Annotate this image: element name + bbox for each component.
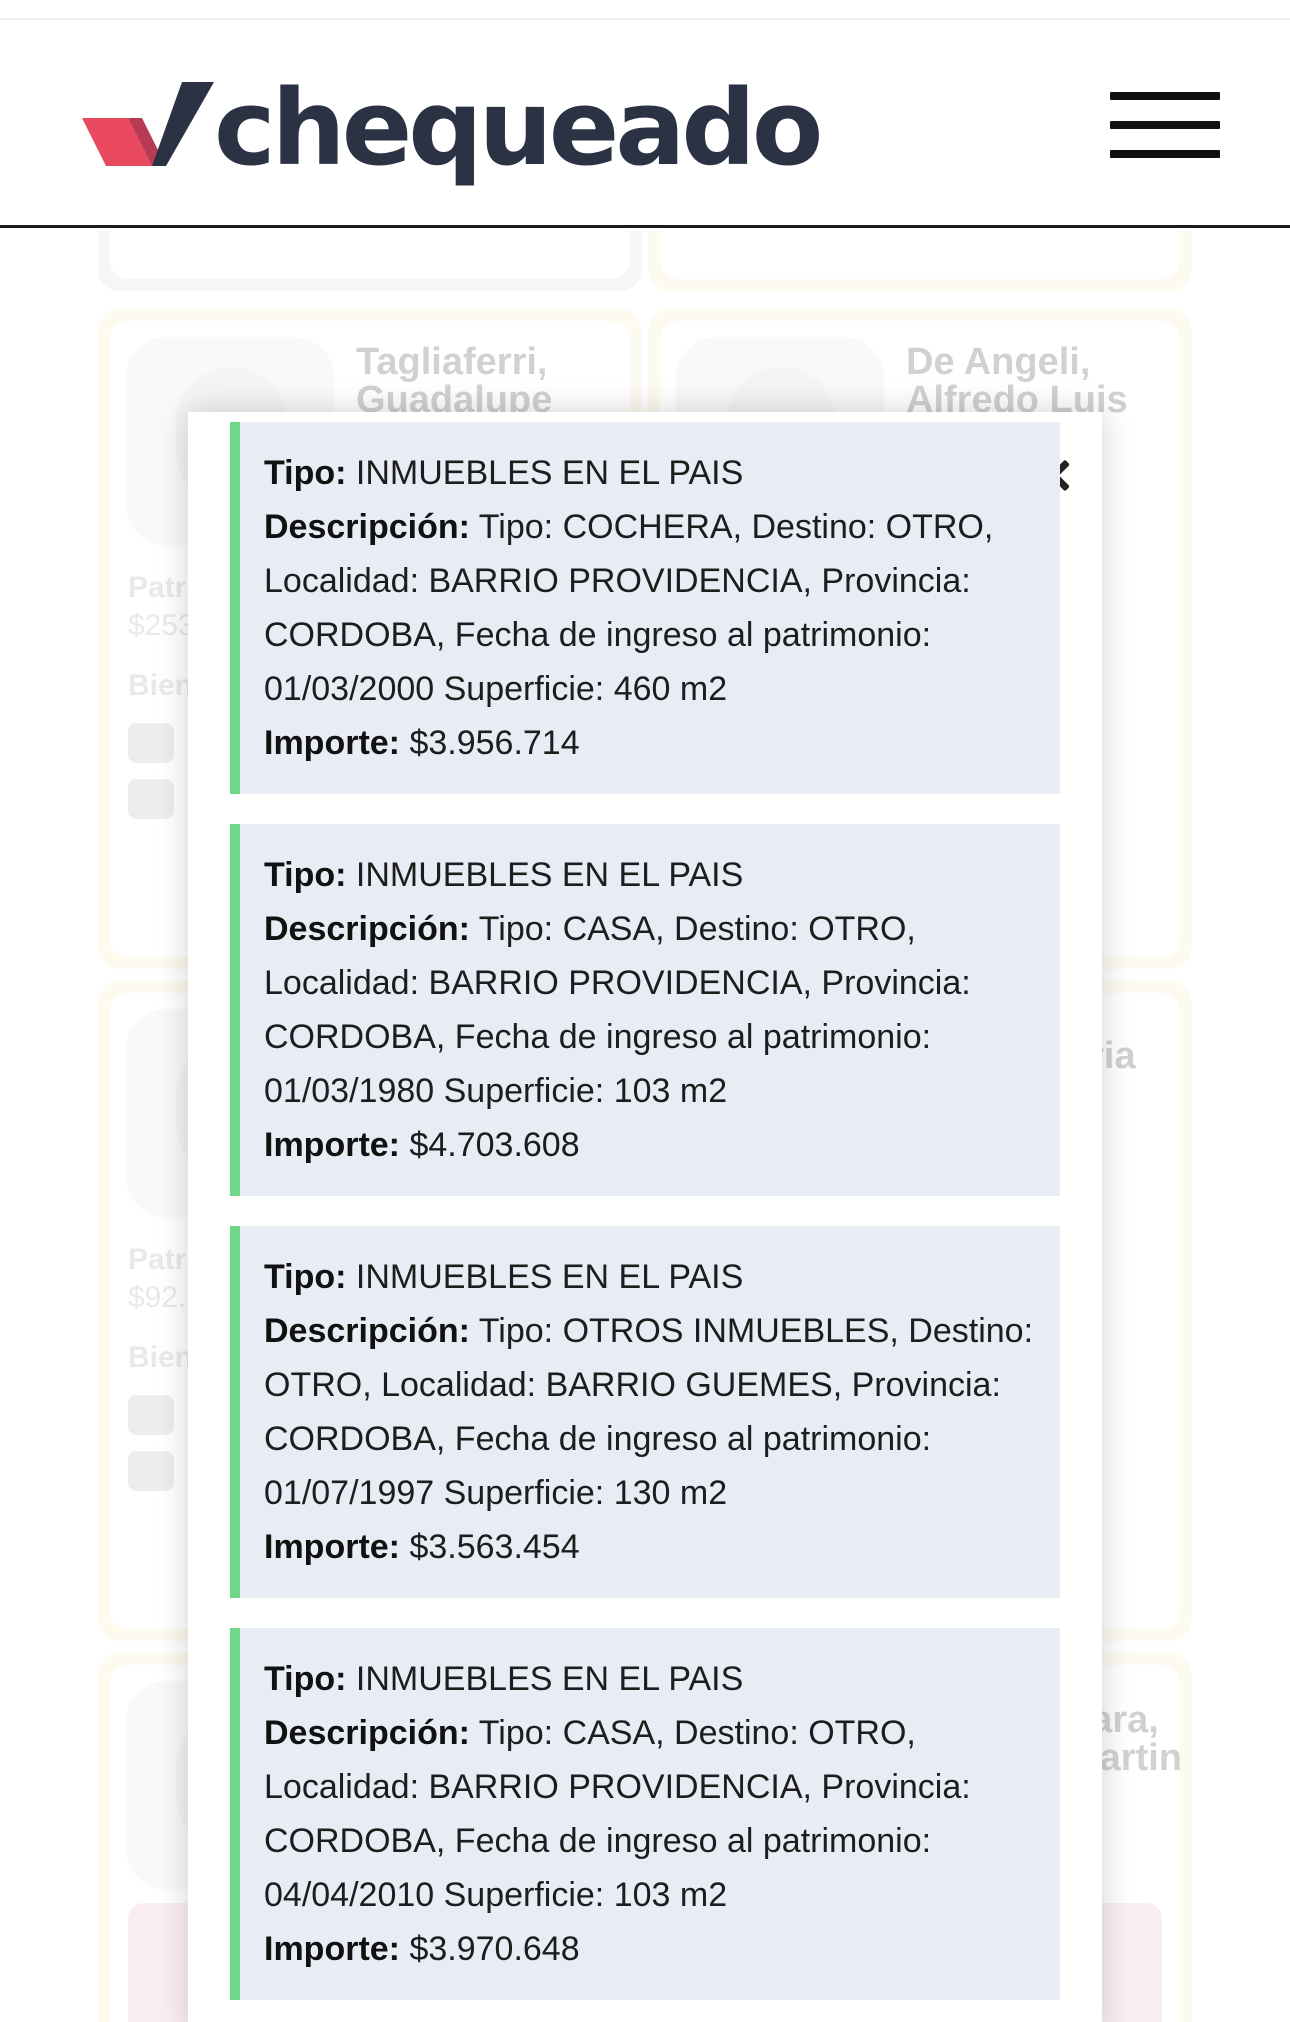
chequeado-check-icon bbox=[82, 82, 214, 174]
tipo-value: INMUEBLES EN EL PAIS bbox=[355, 454, 744, 492]
top-border bbox=[0, 0, 1290, 20]
descripcion-value: Tipo: CASA, Destino: OTRO, Localidad: BARRIO PROVIDENCIA, Provincia: CORDOBA, Fecha de ingreso al patrimonio: 04/04/2010 Superficie: 103 m2 bbox=[264, 1714, 971, 1914]
tipo-label: Tipo: bbox=[264, 1660, 347, 1698]
tipo-value: INMUEBLES EN EL PAIS bbox=[355, 856, 744, 894]
importe-value: $3.970.648 bbox=[409, 1930, 580, 1968]
tipo-label: Tipo: bbox=[264, 1258, 347, 1296]
tipo-label: Tipo: bbox=[264, 454, 347, 492]
site-header bbox=[0, 20, 1290, 228]
importe-label: Importe: bbox=[264, 1126, 400, 1164]
descripcion-value: Tipo: COCHERA, Destino: OTRO, Localidad: BARRIO PROVIDENCIA, Provincia: CORDOBA, Fecha de ingreso al patrimonio: 01/03/2000 Superficie: 460 m2 bbox=[264, 508, 994, 708]
descripcion-value: Tipo: OTROS INMUEBLES, Destino: OTRO, Localidad: BARRIO GUEMES, Provincia: CORDOBA, Fecha de ingreso al patrimonio: 01/07/1997 Superficie: 130 m2 bbox=[264, 1312, 1034, 1512]
descripcion-label: Descripción: bbox=[264, 1714, 470, 1752]
list-item bbox=[230, 824, 1060, 1196]
brand-name: chequeado bbox=[214, 67, 820, 189]
tipo-label: Tipo: bbox=[264, 856, 347, 894]
hamburger-menu-icon[interactable] bbox=[1110, 92, 1220, 158]
importe-label: Importe: bbox=[264, 724, 400, 762]
descripcion-value: Tipo: CASA, Destino: OTRO, Localidad: BARRIO PROVIDENCIA, Provincia: CORDOBA, Fecha de ingreso al patrimonio: 01/03/1980 Superficie: 103 m2 bbox=[264, 910, 971, 1110]
descripcion-label: Descripción: bbox=[264, 508, 470, 546]
chequeado-logo[interactable] bbox=[82, 68, 819, 188]
tipo-value: INMUEBLES EN EL PAIS bbox=[355, 1258, 744, 1296]
importe-value: $3.956.714 bbox=[409, 724, 580, 762]
descripcion-label: Descripción: bbox=[264, 910, 470, 948]
importe-label: Importe: bbox=[264, 1930, 400, 1968]
bienes-modal bbox=[188, 412, 1102, 2022]
list-item bbox=[230, 422, 1060, 794]
importe-value: $3.563.454 bbox=[409, 1528, 580, 1566]
importe-value: $4.703.608 bbox=[409, 1126, 580, 1164]
list-item bbox=[230, 1628, 1060, 2000]
list-item bbox=[230, 1226, 1060, 1598]
importe-label: Importe: bbox=[264, 1528, 400, 1566]
descripcion-label: Descripción: bbox=[264, 1312, 470, 1350]
tipo-value: INMUEBLES EN EL PAIS bbox=[355, 1660, 744, 1698]
